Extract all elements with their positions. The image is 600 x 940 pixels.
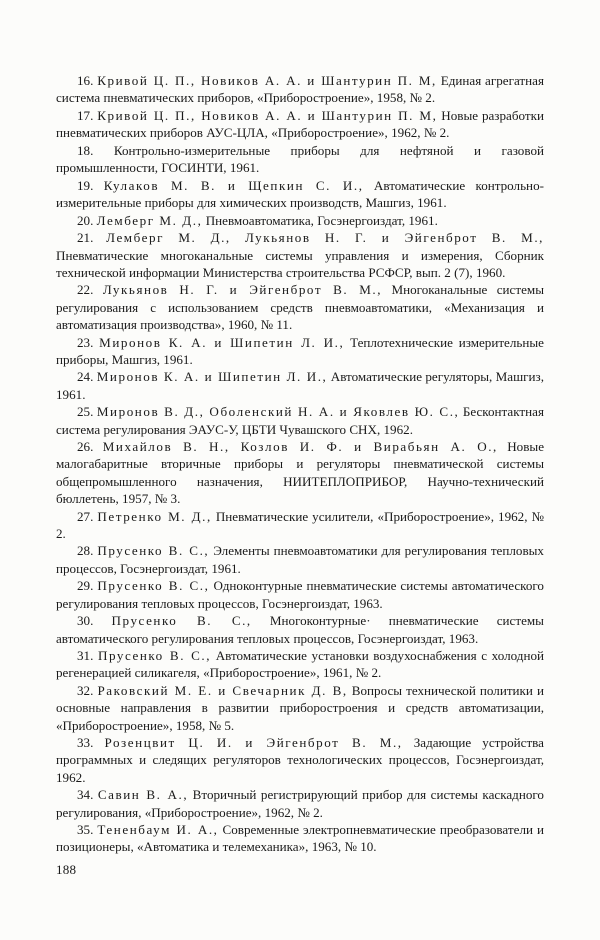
list-item <box>56 647 544 681</box>
ref-number: 34. <box>77 787 94 803</box>
ref-number: 26. <box>77 439 94 455</box>
ref-authors: Лукьянов Н. Г. и Эйгенброт В. М., <box>102 282 383 298</box>
ref-number: 16. <box>77 73 94 88</box>
list-item <box>56 821 544 855</box>
ref-number: 33. <box>77 735 94 751</box>
list-item <box>56 212 544 229</box>
ref-number: 23. <box>77 334 94 350</box>
ref-text: Бесконтактная система регулирования ЭАУС-У, ЦБТИ Чувашского СНХ, 1962. <box>56 404 544 437</box>
ref-number: 19. <box>77 177 94 193</box>
ref-number: 18. <box>77 142 94 158</box>
ref-number: 22. <box>77 282 94 298</box>
list-item <box>56 403 544 437</box>
ref-authors: Раковский М. Е. и Свечарник Д. В, <box>97 683 348 699</box>
page-number: 188 <box>56 862 77 877</box>
ref-authors: Лемберг М. Д., Лукьянов Н. Г. и Эйгенброт В. М., <box>106 230 544 246</box>
ref-text: Теплотехнические измерительные приборы, Машгиз, 1961. <box>56 334 544 367</box>
list-item <box>56 72 544 106</box>
ref-authors: Тененбаум И. А., <box>97 822 219 838</box>
ref-number: 28. <box>77 543 94 559</box>
ref-text: Вторичный регистрирующий прибор для системы каскадного регулирования, «Приборостроение», 1962, № 2. <box>56 787 544 820</box>
ref-number: 20. <box>77 212 94 228</box>
list-item <box>56 682 544 734</box>
ref-authors: Розенцвит Ц. И. и Эйгенброт В. М., <box>104 735 403 751</box>
ref-authors: Прусенко В. С., <box>111 613 252 629</box>
ref-text: Многоконтурные· пневматические системы автоматического регулирования тепловых процессов, Госэнергоиздат, 1963. <box>56 613 544 646</box>
ref-authors: Миронов В. Д., Оболенский Н. А. и Яковлев Ю. С., <box>96 404 460 420</box>
ref-authors: Миронов К. А. и Шипетин Л. И., <box>99 334 345 350</box>
ref-text: Автоматические контрольно-измерительные приборы для химических производств, Машгиз, 1961. <box>56 177 544 210</box>
ref-number: 31. <box>77 648 94 664</box>
ref-text: Новые разработки пневматических приборов АУС-ЦЛА, «Приборостроение», 1962, № 2. <box>56 107 544 141</box>
ref-text: Пневматические усилители, «Приборостроение», 1962, № 2. <box>56 508 544 541</box>
list-item <box>56 438 544 507</box>
ref-text: Контрольно-измерительные приборы для нефтяной и газовой промышленности, ГОСИНТИ, 1961. <box>56 142 544 176</box>
ref-number: 27. <box>77 508 94 524</box>
ref-authors: Прусенко В. С., <box>97 543 210 559</box>
ref-number: 21. <box>77 230 94 246</box>
ref-authors: Прусенко В. С., <box>97 648 212 664</box>
list-item <box>56 577 544 611</box>
ref-authors: Кривой Ц. П., Новиков А. А. и Шантурин П. М, <box>97 73 437 88</box>
list-item <box>56 508 544 542</box>
list-item <box>56 368 544 402</box>
ref-number: 35. <box>77 822 94 838</box>
ref-text: Одноконтурные пневматические системы автоматического регулирования тепловых процессов, Госэнергоиздат, 1963. <box>56 578 544 611</box>
ref-authors: Михайлов В. Н., Козлов И. Ф. и Вирабьян А. О., <box>102 439 498 455</box>
ref-number: 29. <box>77 578 94 594</box>
list-item <box>56 734 544 786</box>
ref-authors: Лемберг М. Д., <box>96 212 203 228</box>
ref-text: Вопросы технической политики и основные направления в развитии приборостроения и средств автоматизации, «Приборостроение», 1958, № 5. <box>56 683 544 733</box>
list-item <box>56 281 544 333</box>
ref-number: 32. <box>77 683 94 699</box>
ref-number: 24. <box>77 369 94 385</box>
ref-authors: Кривой Ц. П., Новиков А. А. и Шантурин П. М, <box>97 107 438 123</box>
ref-text: Многоканальные системы регулирования с использованием средств пневмоавтоматики, «Механизация и автоматизация производства», 1960, № 11. <box>56 282 544 332</box>
ref-authors: Прусенко В. С., <box>97 578 210 594</box>
ref-text: Новые малогабаритные вторичные приборы и регуляторы пневматической системы общепромышленного назначения, НИИТЕПЛОПРИБОР, Научно-технический бюллетень, 1957, № 3. <box>56 439 545 506</box>
list-item <box>56 177 544 211</box>
ref-authors: Савин В. А., <box>97 787 189 803</box>
ref-authors: Миронов К. А. и Шипетин Л. И., <box>96 369 328 385</box>
ref-text: Задающие устройства программных и следящих регуляторов технологических процессов, Госэнергоиздат, 1962. <box>56 735 544 785</box>
list-item <box>56 229 544 281</box>
list-item <box>56 107 544 141</box>
ref-text: Пневматические многоканальные системы управления и измерения, Сборник технической информации Министерства строительства РСФСР, вып. 2 (7), 1960. <box>56 247 544 280</box>
list-item <box>56 542 544 576</box>
ref-text: Элементы пневмоавтоматики для регулирования тепловых процессов, Госэнергоиздат, 1961. <box>56 543 544 576</box>
references-list <box>56 72 544 856</box>
list-item <box>56 142 544 176</box>
list-item <box>56 334 544 368</box>
ref-number: 30. <box>77 613 94 629</box>
ref-number: 25. <box>77 404 94 420</box>
ref-number: 17. <box>77 107 94 123</box>
ref-text: Пневмоавтоматика, Госэнергоиздат, 1961. <box>205 212 438 228</box>
ref-text: Автоматические установки воздухоснабжения с холодной регенерацией силикагеля, «Приборостроение», 1961, № 2. <box>56 648 545 681</box>
ref-authors: Кулаков М. В. и Щепкин С. И., <box>103 177 364 193</box>
ref-text: Современные электропневматические преобразователи и позиционеры, «Автоматика и телемеханика», 1963, № 10. <box>56 822 544 855</box>
ref-authors: Петренко М. Д., <box>97 508 212 524</box>
list-item <box>56 612 544 646</box>
ref-text: Автоматические регуляторы, Машгиз, 1961. <box>56 369 545 402</box>
ref-text: Единая агрегатная система пневматических приборов, «Приборостроение», 1958, № 2. <box>56 73 544 106</box>
list-item <box>56 786 544 820</box>
